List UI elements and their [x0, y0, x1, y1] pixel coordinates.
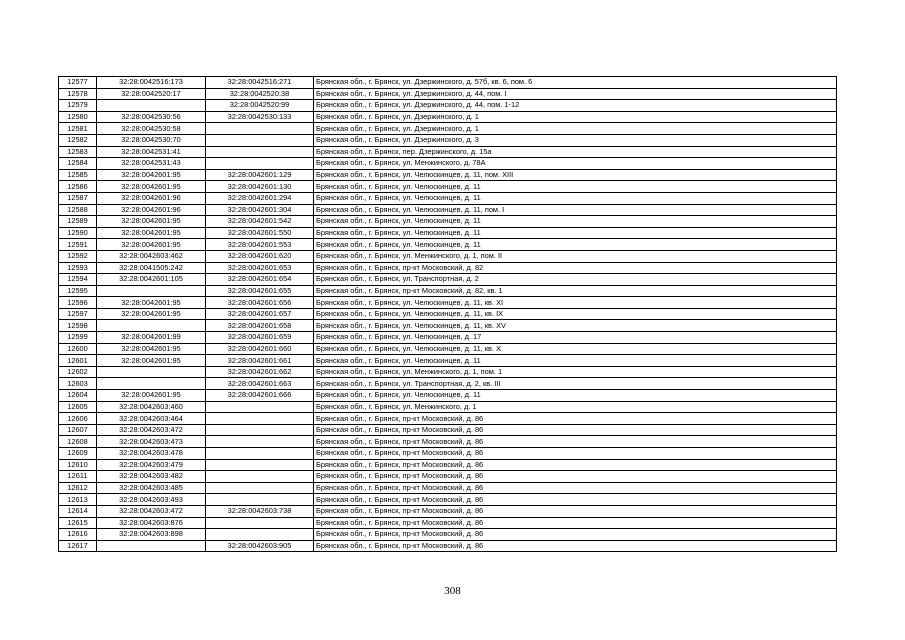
- address-cell: Брянская обл., г. Брянск, ул. Дзержинского, д. 57б, кв. 6, пом. 6: [314, 77, 837, 89]
- row-number-cell: 12597: [59, 308, 97, 320]
- object-cadastral-number-cell: 32:28:0042601:662: [206, 366, 314, 378]
- object-cadastral-number-cell: [206, 482, 314, 494]
- object-cadastral-number-cell: 32:28:0042601:660: [206, 343, 314, 355]
- table-row: [59, 308, 837, 320]
- address-cell: Брянская обл., г. Брянск, ул. Дзержинского, д. 1: [314, 123, 837, 135]
- row-number-cell: 12595: [59, 285, 97, 297]
- address-cell: Брянская обл., г. Брянск, ул. Челюскинцев, д. 11: [314, 239, 837, 251]
- object-cadastral-number-cell: 32:28:0042601:620: [206, 250, 314, 262]
- parcel-cadastral-number-cell: 32:28:0042603:462: [97, 250, 206, 262]
- address-cell: Брянская обл., г. Брянск, ул. Дзержинского, д. 1: [314, 111, 837, 123]
- parcel-cadastral-number-cell: 32:28:0042601:96: [97, 204, 206, 216]
- parcel-cadastral-number-cell: 32:28:0042601:95: [97, 169, 206, 181]
- table-row: [59, 540, 837, 552]
- table-row: [59, 378, 837, 390]
- table-row: [59, 505, 837, 517]
- parcel-cadastral-number-cell: 32:28:0042601:95: [97, 181, 206, 193]
- row-number-cell: 12584: [59, 158, 97, 170]
- parcel-cadastral-number-cell: [97, 366, 206, 378]
- object-cadastral-number-cell: 32:28:0042601:655: [206, 285, 314, 297]
- row-number-cell: 12602: [59, 366, 97, 378]
- parcel-cadastral-number-cell: 32:28:0042531:43: [97, 158, 206, 170]
- row-number-cell: 12588: [59, 204, 97, 216]
- address-cell: Брянская обл., г. Брянск, ул. Челюскинцев, д. 17: [314, 332, 837, 344]
- table-row: [59, 390, 837, 402]
- object-cadastral-number-cell: [206, 529, 314, 541]
- object-cadastral-number-cell: [206, 158, 314, 170]
- table-row: [59, 494, 837, 506]
- table-row: [59, 146, 837, 158]
- object-cadastral-number-cell: 32:28:0042601:304: [206, 204, 314, 216]
- address-cell: Брянская обл., г. Брянск, ул. Дзержинского, д. 44, пом. I: [314, 88, 837, 100]
- address-cell: Брянская обл., г. Брянск, пр-кт Московский, д. 86: [314, 529, 837, 541]
- table-row: [59, 77, 837, 89]
- parcel-cadastral-number-cell: 32:28:0042601:99: [97, 332, 206, 344]
- address-cell: Брянская обл., г. Брянск, ул. Челюскинцев, д. 11: [314, 355, 837, 367]
- row-number-cell: 12604: [59, 390, 97, 402]
- address-cell: Брянская обл., г. Брянск, ул. Менжинского, д. 1: [314, 401, 837, 413]
- address-cell: Брянская обл., г. Брянск, пер. Дзержинского, д. 15а: [314, 146, 837, 158]
- object-cadastral-number-cell: 32:28:0042601:657: [206, 308, 314, 320]
- object-cadastral-number-cell: [206, 424, 314, 436]
- address-cell: Брянская обл., г. Брянск, пр-кт Московский, д. 86: [314, 494, 837, 506]
- address-cell: Брянская обл., г. Брянск, ул. Дзержинского, д. 3: [314, 134, 837, 146]
- address-cell: Брянская обл., г. Брянск, пр-кт Московский, д. 86: [314, 436, 837, 448]
- row-number-cell: 12587: [59, 192, 97, 204]
- address-cell: Брянская обл., г. Брянск, пр-кт Московский, д. 86: [314, 459, 837, 471]
- address-cell: Брянская обл., г. Брянск, пр-кт Московский, д. 86: [314, 517, 837, 529]
- table-row: [59, 436, 837, 448]
- parcel-cadastral-number-cell: 32:28:0042601:95: [97, 239, 206, 251]
- parcel-cadastral-number-cell: 32:28:0042601:95: [97, 390, 206, 402]
- parcel-cadastral-number-cell: 32:28:0042603:472: [97, 505, 206, 517]
- table-row: [59, 517, 837, 529]
- row-number-cell: 12615: [59, 517, 97, 529]
- object-cadastral-number-cell: 32:28:0042601:653: [206, 262, 314, 274]
- address-cell: Брянская обл., г. Брянск, ул. Челюскинцев, д. 11, кв. XI: [314, 297, 837, 309]
- row-number-cell: 12594: [59, 274, 97, 286]
- address-cell: Брянская обл., г. Брянск, пр-кт Московский, д. 86: [314, 413, 837, 425]
- table-row: [59, 216, 837, 228]
- parcel-cadastral-number-cell: 32:28:0042603:464: [97, 413, 206, 425]
- address-cell: Брянская обл., г. Брянск, ул. Менжинского, д. 78А: [314, 158, 837, 170]
- table-row: [59, 204, 837, 216]
- row-number-cell: 12580: [59, 111, 97, 123]
- table-row: [59, 401, 837, 413]
- object-cadastral-number-cell: [206, 459, 314, 471]
- table-row: [59, 482, 837, 494]
- row-number-cell: 12581: [59, 123, 97, 135]
- object-cadastral-number-cell: [206, 401, 314, 413]
- address-cell: Брянская обл., г. Брянск, ул. Челюскинцев, д. 11: [314, 181, 837, 193]
- address-cell: Брянская обл., г. Брянск, ул. Челюскинцев, д. 11, пом. XIII: [314, 169, 837, 181]
- address-cell: Брянская обл., г. Брянск, пр-кт Московский, д. 86: [314, 424, 837, 436]
- row-number-cell: 12601: [59, 355, 97, 367]
- parcel-cadastral-number-cell: 32:28:0042603:478: [97, 448, 206, 460]
- object-cadastral-number-cell: [206, 448, 314, 460]
- registry-table: [58, 76, 837, 552]
- table-row: [59, 285, 837, 297]
- parcel-cadastral-number-cell: 32:28:0042603:493: [97, 494, 206, 506]
- parcel-cadastral-number-cell: 32:28:0041505:242: [97, 262, 206, 274]
- table-row: [59, 366, 837, 378]
- parcel-cadastral-number-cell: 32:28:0042520:17: [97, 88, 206, 100]
- address-cell: Брянская обл., г. Брянск, ул. Челюскинцев, д. 11: [314, 192, 837, 204]
- row-number-cell: 12590: [59, 227, 97, 239]
- table-row: [59, 471, 837, 483]
- row-number-cell: 12617: [59, 540, 97, 552]
- row-number-cell: 12608: [59, 436, 97, 448]
- row-number-cell: 12578: [59, 88, 97, 100]
- object-cadastral-number-cell: 32:28:0042520:38: [206, 88, 314, 100]
- table-row: [59, 250, 837, 262]
- table-row: [59, 343, 837, 355]
- parcel-cadastral-number-cell: 32:28:0042601:95: [97, 355, 206, 367]
- address-cell: Брянская обл., г. Брянск, пр-кт Московский, д. 86: [314, 540, 837, 552]
- table-row: [59, 158, 837, 170]
- parcel-cadastral-number-cell: 32:28:0042601:95: [97, 308, 206, 320]
- row-number-cell: 12596: [59, 297, 97, 309]
- row-number-cell: 12599: [59, 332, 97, 344]
- parcel-cadastral-number-cell: 32:28:0042531:41: [97, 146, 206, 158]
- address-cell: Брянская обл., г. Брянск, ул. Челюскинцев, д. 11: [314, 390, 837, 402]
- table-row: [59, 192, 837, 204]
- parcel-cadastral-number-cell: [97, 378, 206, 390]
- row-number-cell: 12579: [59, 100, 97, 112]
- object-cadastral-number-cell: 32:28:0042601:663: [206, 378, 314, 390]
- parcel-cadastral-number-cell: 32:28:0042601:95: [97, 343, 206, 355]
- row-number-cell: 12591: [59, 239, 97, 251]
- address-cell: Брянская обл., г. Брянск, ул. Челюскинцев, д. 11, кв. XV: [314, 320, 837, 332]
- row-number-cell: 12586: [59, 181, 97, 193]
- row-number-cell: 12589: [59, 216, 97, 228]
- table-row: [59, 262, 837, 274]
- address-cell: Брянская обл., г. Брянск, пр-кт Московский, д. 86: [314, 471, 837, 483]
- parcel-cadastral-number-cell: 32:28:0042601:105: [97, 274, 206, 286]
- parcel-cadastral-number-cell: 32:28:0042603:460: [97, 401, 206, 413]
- table-row: [59, 134, 837, 146]
- row-number-cell: 12592: [59, 250, 97, 262]
- row-number-cell: 12607: [59, 424, 97, 436]
- table-row: [59, 123, 837, 135]
- table-row: [59, 100, 837, 112]
- address-cell: Брянская обл., г. Брянск, ул. Челюскинцев, д. 11, кв. IX: [314, 308, 837, 320]
- address-cell: Брянская обл., г. Брянск, пр-кт Московский, д. 86: [314, 482, 837, 494]
- object-cadastral-number-cell: 32:28:0042601:666: [206, 390, 314, 402]
- address-cell: Брянская обл., г. Брянск, ул. Менжинского, д. 1, пом. 1: [314, 366, 837, 378]
- address-cell: Брянская обл., г. Брянск, пр-кт Московский, д. 82: [314, 262, 837, 274]
- parcel-cadastral-number-cell: 32:28:0042603:473: [97, 436, 206, 448]
- object-cadastral-number-cell: 32:28:0042601:658: [206, 320, 314, 332]
- table-row: [59, 448, 837, 460]
- parcel-cadastral-number-cell: 32:28:0042603:479: [97, 459, 206, 471]
- row-number-cell: 12614: [59, 505, 97, 517]
- object-cadastral-number-cell: 32:28:0042601:656: [206, 297, 314, 309]
- table-row: [59, 424, 837, 436]
- object-cadastral-number-cell: 32:28:0042601:654: [206, 274, 314, 286]
- row-number-cell: 12600: [59, 343, 97, 355]
- object-cadastral-number-cell: 32:28:0042530:133: [206, 111, 314, 123]
- object-cadastral-number-cell: 32:28:0042516:271: [206, 77, 314, 89]
- parcel-cadastral-number-cell: 32:28:0042603:898: [97, 529, 206, 541]
- parcel-cadastral-number-cell: 32:28:0042601:95: [97, 216, 206, 228]
- object-cadastral-number-cell: 32:28:0042601:553: [206, 239, 314, 251]
- object-cadastral-number-cell: [206, 517, 314, 529]
- address-cell: Брянская обл., г. Брянск, пр-кт Московский, д. 86: [314, 448, 837, 460]
- parcel-cadastral-number-cell: 32:28:0042530:58: [97, 123, 206, 135]
- object-cadastral-number-cell: [206, 413, 314, 425]
- row-number-cell: 12582: [59, 134, 97, 146]
- object-cadastral-number-cell: 32:28:0042601:550: [206, 227, 314, 239]
- parcel-cadastral-number-cell: [97, 320, 206, 332]
- address-cell: Брянская обл., г. Брянск, ул. Транспортная, д. 2: [314, 274, 837, 286]
- address-cell: Брянская обл., г. Брянск, ул. Челюскинцев, д. 11, пом. I: [314, 204, 837, 216]
- object-cadastral-number-cell: [206, 146, 314, 158]
- table-row: [59, 239, 837, 251]
- row-number-cell: 12616: [59, 529, 97, 541]
- table-row: [59, 320, 837, 332]
- object-cadastral-number-cell: 32:28:0042601:130: [206, 181, 314, 193]
- table-row: [59, 227, 837, 239]
- parcel-cadastral-number-cell: 32:28:0042530:70: [97, 134, 206, 146]
- object-cadastral-number-cell: [206, 123, 314, 135]
- row-number-cell: 12577: [59, 77, 97, 89]
- table-row: [59, 111, 837, 123]
- table-row: [59, 459, 837, 471]
- page-number: 308: [444, 585, 461, 597]
- table-row: [59, 332, 837, 344]
- parcel-cadastral-number-cell: 32:28:0042601:95: [97, 297, 206, 309]
- table-row: [59, 413, 837, 425]
- object-cadastral-number-cell: 32:28:0042601:661: [206, 355, 314, 367]
- parcel-cadastral-number-cell: [97, 540, 206, 552]
- address-cell: Брянская обл., г. Брянск, ул. Челюскинцев, д. 11: [314, 216, 837, 228]
- row-number-cell: 12605: [59, 401, 97, 413]
- table-row: [59, 297, 837, 309]
- table-row: [59, 274, 837, 286]
- table-row: [59, 355, 837, 367]
- row-number-cell: 12603: [59, 378, 97, 390]
- row-number-cell: 12611: [59, 471, 97, 483]
- address-cell: Брянская обл., г. Брянск, ул. Дзержинского, д. 44, пом. 1-12: [314, 100, 837, 112]
- object-cadastral-number-cell: 32:28:0042601:294: [206, 192, 314, 204]
- row-number-cell: 12585: [59, 169, 97, 181]
- table-row: [59, 88, 837, 100]
- row-number-cell: 12609: [59, 448, 97, 460]
- address-cell: Брянская обл., г. Брянск, пр-кт Московский, д. 86: [314, 505, 837, 517]
- object-cadastral-number-cell: 32:28:0042601:129: [206, 169, 314, 181]
- table-row: [59, 529, 837, 541]
- row-number-cell: 12610: [59, 459, 97, 471]
- address-cell: Брянская обл., г. Брянск, ул. Транспортная, д. 2, кв. III: [314, 378, 837, 390]
- parcel-cadastral-number-cell: [97, 100, 206, 112]
- parcel-cadastral-number-cell: 32:28:0042603:876: [97, 517, 206, 529]
- address-cell: Брянская обл., г. Брянск, ул. Челюскинцев, д. 11, кв. X: [314, 343, 837, 355]
- address-cell: Брянская обл., г. Брянск, пр-кт Московский, д. 82, кв. 1: [314, 285, 837, 297]
- row-number-cell: 12598: [59, 320, 97, 332]
- object-cadastral-number-cell: 32:28:0042601:542: [206, 216, 314, 228]
- parcel-cadastral-number-cell: 32:28:0042516:173: [97, 77, 206, 89]
- parcel-cadastral-number-cell: 32:28:0042601:96: [97, 192, 206, 204]
- object-cadastral-number-cell: 32:28:0042603:738: [206, 505, 314, 517]
- object-cadastral-number-cell: [206, 436, 314, 448]
- address-cell: Брянская обл., г. Брянск, ул. Менжинского, д. 1, пом. II: [314, 250, 837, 262]
- object-cadastral-number-cell: [206, 471, 314, 483]
- row-number-cell: 12593: [59, 262, 97, 274]
- table-row: [59, 181, 837, 193]
- parcel-cadastral-number-cell: 32:28:0042603:485: [97, 482, 206, 494]
- parcel-cadastral-number-cell: 32:28:0042603:472: [97, 424, 206, 436]
- object-cadastral-number-cell: [206, 134, 314, 146]
- object-cadastral-number-cell: 32:28:0042601:659: [206, 332, 314, 344]
- address-cell: Брянская обл., г. Брянск, ул. Челюскинцев, д. 11: [314, 227, 837, 239]
- parcel-cadastral-number-cell: [97, 285, 206, 297]
- parcel-cadastral-number-cell: 32:28:0042603:482: [97, 471, 206, 483]
- registry-table-body: [59, 77, 837, 552]
- row-number-cell: 12606: [59, 413, 97, 425]
- object-cadastral-number-cell: 32:28:0042603:905: [206, 540, 314, 552]
- row-number-cell: 12612: [59, 482, 97, 494]
- row-number-cell: 12613: [59, 494, 97, 506]
- object-cadastral-number-cell: 32:28:0042520:99: [206, 100, 314, 112]
- row-number-cell: 12583: [59, 146, 97, 158]
- parcel-cadastral-number-cell: 32:28:0042601:95: [97, 227, 206, 239]
- table-row: [59, 169, 837, 181]
- object-cadastral-number-cell: [206, 494, 314, 506]
- parcel-cadastral-number-cell: 32:28:0042530:56: [97, 111, 206, 123]
